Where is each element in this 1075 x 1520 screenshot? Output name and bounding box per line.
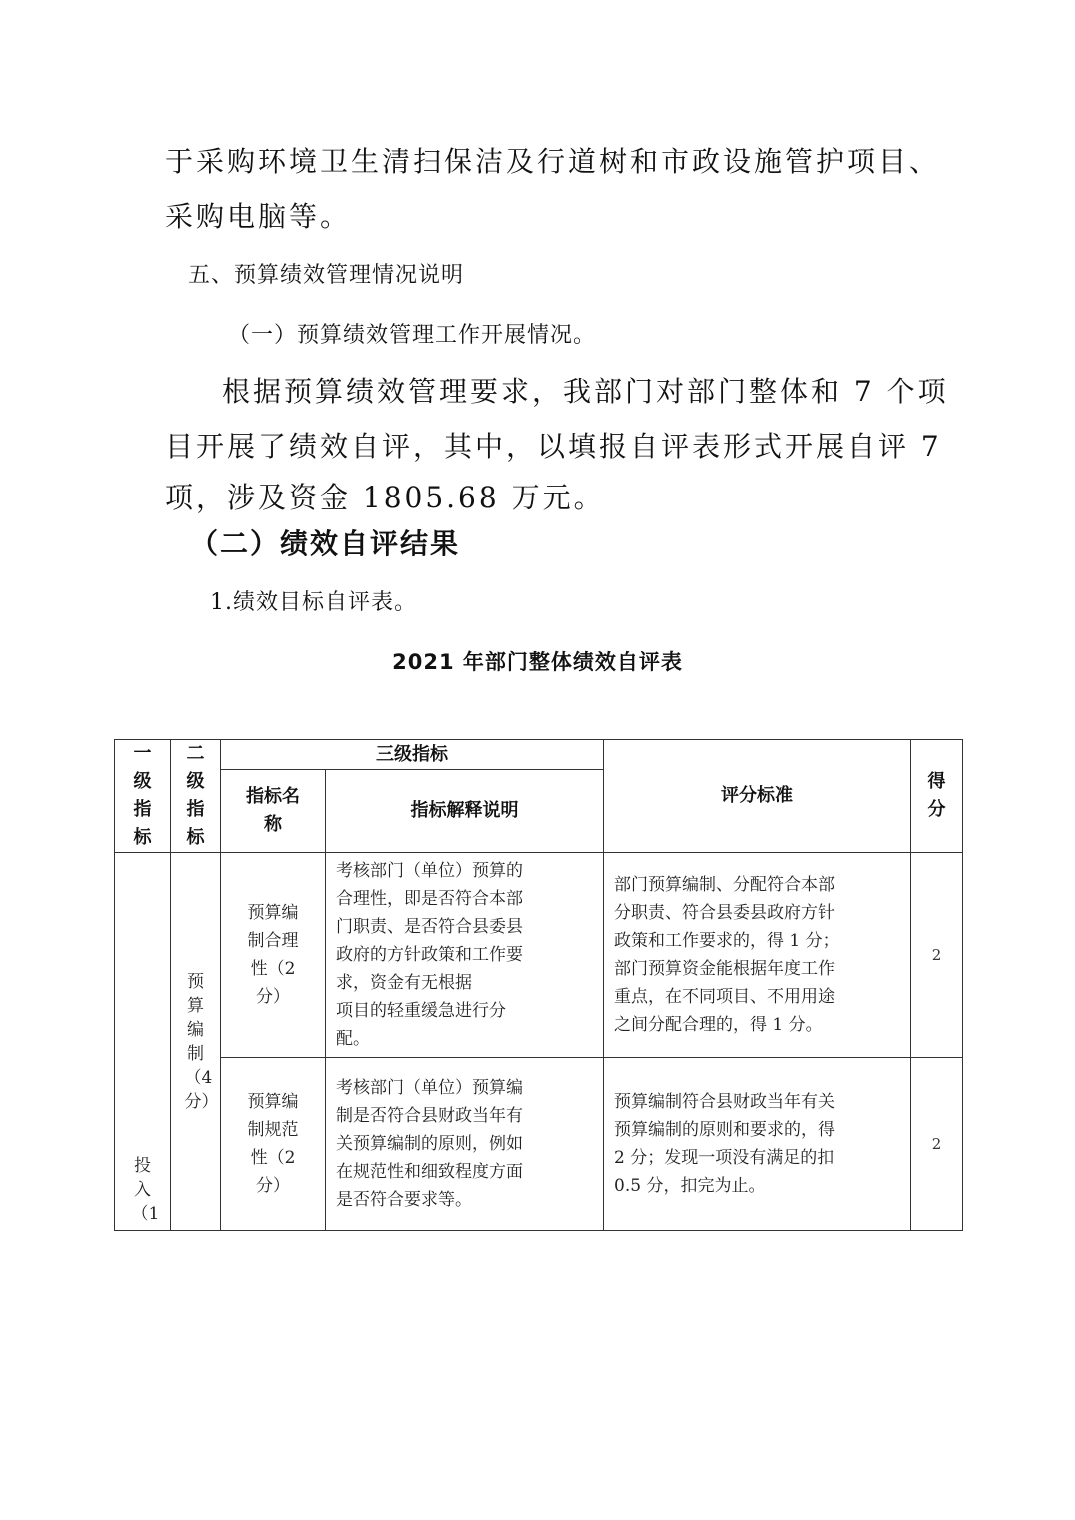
- header-indicator-desc: 指标解释说明: [326, 770, 604, 853]
- subsection-heading-2: （二）绩效自评结果: [190, 527, 461, 560]
- header-level3: 三级指标: [221, 740, 604, 770]
- list-item-1: 1.绩效目标自评表。: [210, 590, 417, 615]
- paragraph-line-1: 根据预算绩效管理要求，我部门对部门整体和 7 个项: [222, 375, 949, 408]
- performance-evaluation-table: [114, 739, 963, 1231]
- table-row: [115, 1058, 963, 1231]
- level2-cell: 预算编制（4分）: [171, 853, 221, 1231]
- indicator-name: 预算编 制合理 性（2 分）: [221, 853, 326, 1058]
- header-level2: 二级指标: [171, 740, 221, 853]
- subsection-heading-1: （一）预算绩效管理工作开展情况。: [228, 323, 597, 348]
- table-header-row-1: [115, 740, 963, 770]
- level1-cell: 投入（1: [115, 853, 171, 1231]
- paragraph-line-2: 目开展了绩效自评，其中，以填报自评表形式开展自评 7: [165, 430, 942, 463]
- header-indicator-name: 指标名 称: [221, 770, 326, 853]
- paragraph-line-3: 项，涉及资金 1805.68 万元。: [165, 481, 605, 514]
- body-line-2: 采购电脑等。: [165, 200, 352, 233]
- criteria: 预算编制符合县财政当年有关 预算编制的原则和要求的，得 2 分；发现一项没有满足的扣 0.5 分，扣完为止。: [604, 1058, 911, 1231]
- header-level1: 一级指标: [115, 740, 171, 853]
- header-score: 得分: [911, 740, 963, 853]
- criteria: 部门预算编制、分配符合本部 分职责、符合县委县政府方针 政策和工作要求的，得 1 分； 部门预算资金能根据年度工作 重点，在不同项目、不用用途 之间分配合理的，得 1 分。: [604, 853, 911, 1058]
- table-row: [115, 853, 963, 1058]
- section-heading-5: 五、预算绩效管理情况说明: [188, 263, 465, 288]
- indicator-name: 预算编 制规范 性（2 分）: [221, 1058, 326, 1231]
- indicator-desc: 考核部门（单位）预算编 制是否符合县财政当年有 关预算编制的原则，例如 在规范性和细致程度方面 是否符合要求等。: [326, 1058, 604, 1231]
- score: 2: [911, 1058, 963, 1231]
- score: 2: [911, 853, 963, 1058]
- table-title: 2021 年部门整体绩效自评表: [392, 650, 683, 674]
- body-line-1: 于采购环境卫生清扫保洁及行道树和市政设施管护项目、: [165, 145, 941, 178]
- header-criteria: 评分标准: [604, 740, 911, 853]
- indicator-desc: 考核部门（单位）预算的 合理性，即是否符合本部 门职责、是否符合县委县 政府的方针政策和工作要 求，资金有无根据 项目的轻重缓急进行分 配。: [326, 853, 604, 1058]
